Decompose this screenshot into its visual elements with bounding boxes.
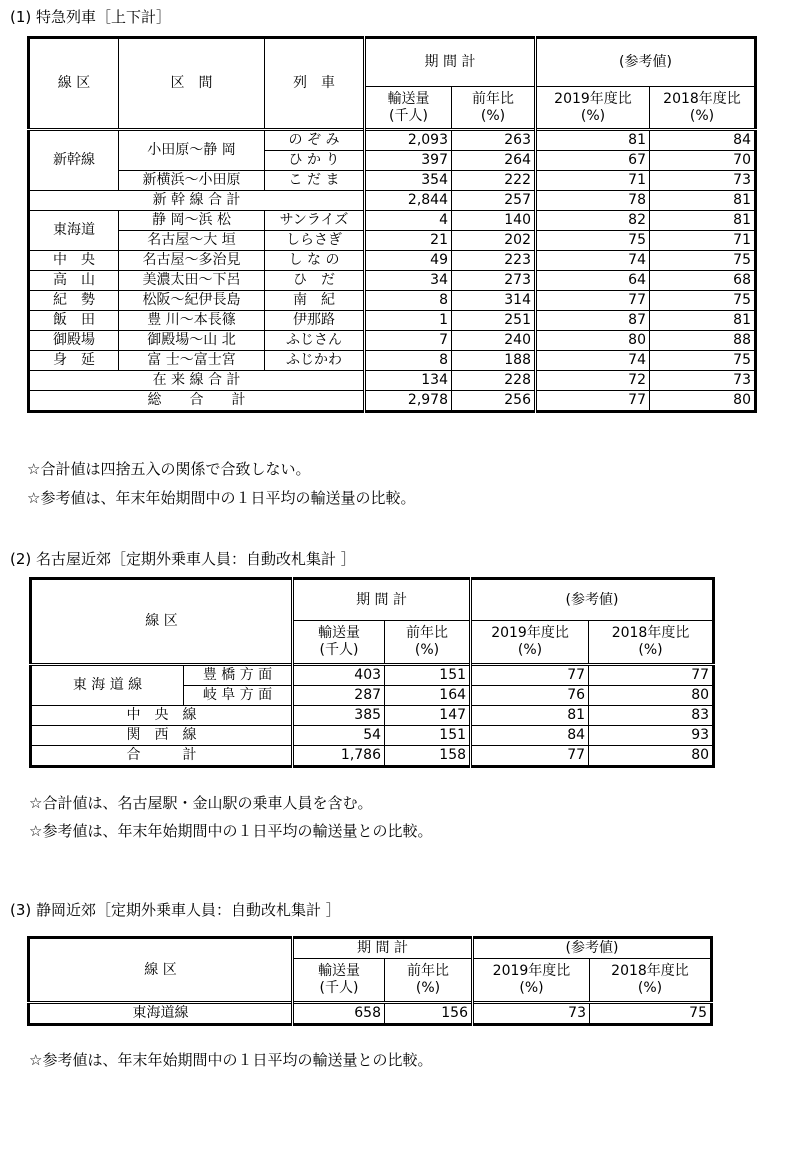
r2018-cell: 88 <box>650 331 756 351</box>
r2019-cell: 67 <box>536 151 650 171</box>
volume-cell: 354 <box>365 171 452 191</box>
yoy-cell: 140 <box>452 211 536 231</box>
conventional-total-label: 在 来 線 合 計 <box>29 371 365 391</box>
nagoya-area-table <box>29 577 715 768</box>
volume-cell: 2,844 <box>365 191 452 211</box>
section-odawara-shizuoka: 小田原～静 岡 <box>119 130 265 171</box>
yoy-cell: 257 <box>452 191 536 211</box>
shizuoka-area-table <box>27 936 713 1026</box>
header-period: 期 間 計 <box>293 579 471 621</box>
volume-cell: 8 <box>365 351 452 371</box>
volume-cell: 49 <box>365 251 452 271</box>
volume-cell: 4 <box>365 211 452 231</box>
r2018-cell: 81 <box>650 211 756 231</box>
header-train: 列 車 <box>265 38 365 130</box>
yoy-cell: 164 <box>385 686 471 706</box>
yoy-cell: 273 <box>452 271 536 291</box>
header-reference: (参考値) <box>536 38 756 87</box>
r2018-cell: 71 <box>650 231 756 251</box>
header-yoy: 前年比 (%) <box>385 621 471 665</box>
line-name: 中 央 線 <box>31 706 293 726</box>
direction-toyohashi: 豊 橋 方 面 <box>184 665 293 686</box>
r2019-cell: 77 <box>536 391 650 412</box>
header-r2019: 2019年度比 (%) <box>473 959 590 1003</box>
volume-cell: 2,093 <box>365 130 452 151</box>
header-r2019: 2019年度比 (%) <box>536 87 650 130</box>
r2019-cell: 82 <box>536 211 650 231</box>
train-name: ふじさん <box>265 331 365 351</box>
volume-cell: 397 <box>365 151 452 171</box>
train-name: ふじかわ <box>265 351 365 371</box>
r2019-cell: 71 <box>536 171 650 191</box>
volume-cell: 287 <box>293 686 385 706</box>
line-tokaido: 東 海 道 線 <box>31 665 184 706</box>
train-name: しらさぎ <box>265 231 365 251</box>
train-name: こ だ ま <box>265 171 365 191</box>
r2018-cell: 70 <box>650 151 756 171</box>
volume-cell: 403 <box>293 665 385 686</box>
yoy-cell: 188 <box>452 351 536 371</box>
r2018-cell: 80 <box>589 746 714 767</box>
yoy-cell: 264 <box>452 151 536 171</box>
yoy-cell: 223 <box>452 251 536 271</box>
yoy-cell: 251 <box>452 311 536 331</box>
r2019-cell: 77 <box>471 665 589 686</box>
yoy-cell: 147 <box>385 706 471 726</box>
header-r2019: 2019年度比 (%) <box>471 621 589 665</box>
shinkansen-total-label: 新 幹 線 合 計 <box>29 191 365 211</box>
section-name: 松阪～紀伊長島 <box>119 291 265 311</box>
r2018-cell: 81 <box>650 311 756 331</box>
header-period: 期 間 計 <box>365 38 536 87</box>
line-name: 御殿場 <box>29 331 119 351</box>
line-tokaido: 東海道線 <box>29 1003 293 1025</box>
r2019-cell: 78 <box>536 191 650 211</box>
yoy-cell: 156 <box>385 1003 473 1025</box>
header-r2018: 2018年度比 (%) <box>589 621 714 665</box>
r2019-cell: 64 <box>536 271 650 291</box>
header-line: 線 区 <box>29 38 119 130</box>
r2018-cell: 73 <box>650 171 756 191</box>
line-name: 飯 田 <box>29 311 119 331</box>
r2018-cell: 93 <box>589 726 714 746</box>
yoy-cell: 256 <box>452 391 536 412</box>
header-line: 線 区 <box>31 579 293 665</box>
volume-cell: 658 <box>293 1003 385 1025</box>
section-name: 名古屋～大 垣 <box>119 231 265 251</box>
header-volume: 輸送量 (千人) <box>293 621 385 665</box>
section1-title: (1) 特急列車［上下計］ <box>10 8 172 26</box>
line-tokaido: 東海道 <box>29 211 119 251</box>
r2018-cell: 81 <box>650 191 756 211</box>
section-name: 富 士～富士宮 <box>119 351 265 371</box>
line-name: 身 延 <box>29 351 119 371</box>
line-name: 紀 勢 <box>29 291 119 311</box>
r2018-cell: 84 <box>650 130 756 151</box>
r2019-cell: 80 <box>536 331 650 351</box>
header-r2018: 2018年度比 (%) <box>590 959 712 1003</box>
line-name: 中 央 <box>29 251 119 271</box>
r2018-cell: 80 <box>589 686 714 706</box>
line-name: 高 山 <box>29 271 119 291</box>
r2019-cell: 76 <box>471 686 589 706</box>
line-name: 関 西 線 <box>31 726 293 746</box>
r2019-cell: 73 <box>473 1003 590 1025</box>
train-name: の ぞ み <box>265 130 365 151</box>
header-section: 区 間 <box>119 38 265 130</box>
yoy-cell: 240 <box>452 331 536 351</box>
volume-cell: 1 <box>365 311 452 331</box>
section-shinyokohama-odawara: 新横浜～小田原 <box>119 171 265 191</box>
train-name: し な の <box>265 251 365 271</box>
header-yoy: 前年比 (%) <box>452 87 536 130</box>
r2019-cell: 72 <box>536 371 650 391</box>
header-r2018: 2018年度比 (%) <box>650 87 756 130</box>
section-name: 名古屋～多治見 <box>119 251 265 271</box>
train-name: サンライズ <box>265 211 365 231</box>
r2018-cell: 75 <box>590 1003 712 1025</box>
r2018-cell: 77 <box>589 665 714 686</box>
train-name: ひ だ <box>265 271 365 291</box>
section2-note-reference: ☆参考値は、年末年始期間中の１日平均の輸送量との比較。 <box>29 822 433 840</box>
section-name: 御殿場～山 北 <box>119 331 265 351</box>
header-volume: 輸送量 (千人) <box>365 87 452 130</box>
yoy-cell: 151 <box>385 726 471 746</box>
r2018-cell: 68 <box>650 271 756 291</box>
header-line: 線 区 <box>29 938 293 1003</box>
r2019-cell: 74 <box>536 351 650 371</box>
yoy-cell: 151 <box>385 665 471 686</box>
volume-cell: 8 <box>365 291 452 311</box>
header-volume: 輸送量 (千人) <box>293 959 385 1003</box>
section3-note-reference: ☆参考値は、年末年始期間中の１日平均の輸送量との比較。 <box>29 1051 433 1069</box>
section2-title: (2) 名古屋近郊［定期外乗車人員：自動改札集計 ］ <box>10 550 356 568</box>
r2018-cell: 75 <box>650 351 756 371</box>
train-name: ひ か り <box>265 151 365 171</box>
section-name: 豊 川～本長篠 <box>119 311 265 331</box>
r2019-cell: 84 <box>471 726 589 746</box>
header-yoy: 前年比 (%) <box>385 959 473 1003</box>
volume-cell: 7 <box>365 331 452 351</box>
volume-cell: 34 <box>365 271 452 291</box>
line-shinkansen: 新幹線 <box>29 130 119 191</box>
yoy-cell: 158 <box>385 746 471 767</box>
express-train-table <box>27 36 757 413</box>
r2018-cell: 75 <box>650 291 756 311</box>
direction-gifu: 岐 阜 方 面 <box>184 686 293 706</box>
r2019-cell: 81 <box>471 706 589 726</box>
r2019-cell: 77 <box>471 746 589 767</box>
train-name: 南 紀 <box>265 291 365 311</box>
volume-cell: 1,786 <box>293 746 385 767</box>
grand-total-label: 総 合 計 <box>29 391 365 412</box>
yoy-cell: 228 <box>452 371 536 391</box>
section-name: 静 岡～浜 松 <box>119 211 265 231</box>
r2019-cell: 75 <box>536 231 650 251</box>
r2019-cell: 74 <box>536 251 650 271</box>
train-name: 伊那路 <box>265 311 365 331</box>
volume-cell: 54 <box>293 726 385 746</box>
header-reference: (参考値) <box>471 579 714 621</box>
section1-note-rounding: ☆合計値は四捨五入の関係で合致しない。 <box>27 460 311 478</box>
r2018-cell: 73 <box>650 371 756 391</box>
r2018-cell: 83 <box>589 706 714 726</box>
section1-note-reference: ☆参考値は、年末年始期間中の１日平均の輸送量の比較。 <box>27 489 416 507</box>
volume-cell: 2,978 <box>365 391 452 412</box>
r2018-cell: 75 <box>650 251 756 271</box>
yoy-cell: 314 <box>452 291 536 311</box>
yoy-cell: 263 <box>452 130 536 151</box>
volume-cell: 385 <box>293 706 385 726</box>
section2-note-total: ☆合計値は、名古屋駅・金山駅の乗車人員を含む。 <box>29 794 373 812</box>
header-period: 期 間 計 <box>293 938 473 959</box>
yoy-cell: 222 <box>452 171 536 191</box>
r2019-cell: 77 <box>536 291 650 311</box>
section-name: 美濃太田～下呂 <box>119 271 265 291</box>
volume-cell: 134 <box>365 371 452 391</box>
r2019-cell: 81 <box>536 130 650 151</box>
header-reference: (参考値) <box>473 938 712 959</box>
section3-title: (3) 静岡近郊［定期外乗車人員：自動改札集計 ］ <box>10 901 341 919</box>
volume-cell: 21 <box>365 231 452 251</box>
yoy-cell: 202 <box>452 231 536 251</box>
r2019-cell: 87 <box>536 311 650 331</box>
r2018-cell: 80 <box>650 391 756 412</box>
total-label: 合 計 <box>31 746 293 767</box>
